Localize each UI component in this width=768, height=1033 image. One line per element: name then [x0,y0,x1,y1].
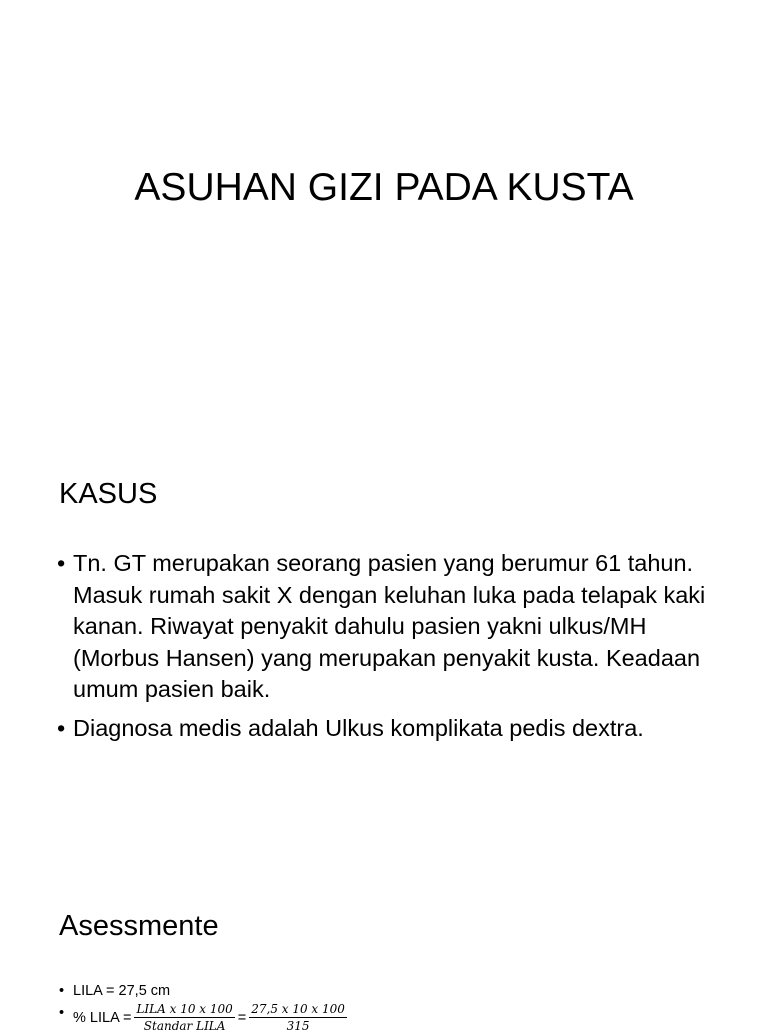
slide-heading-asessmente: Asessmente [59,910,219,942]
formula-fraction [249,1002,347,1033]
slide-title [0,0,768,432]
formula-numerator: LILA x 10 x 100 [136,1002,233,1016]
formula-equals: = [237,1009,247,1026]
list-item [59,980,719,1002]
slide-asessmente [0,864,768,1033]
bullet-list-kasus [57,548,737,751]
formula-label: % LILA = [73,1009,132,1026]
bullet-text: Tn. GT merupakan seorang pasien yang berumur 61 tahun. Masuk rumah sakit X dengan keluhan luka pada telapak kaki kanan. Riwayat penyakit dahulu pasien yakni ulkus/MH (Morbus Hansen) yang merupakan penyakit kusta. Keadaan umum pasien baik. [73,550,706,702]
slide-heading-kasus: KASUS [59,478,158,510]
bullet-text: LILA = 27,5 cm [73,983,171,999]
bullet-marker: • [57,550,66,576]
lila-formula [73,1002,350,1033]
formula-numerator: 27,5 x 10 x 100 [251,1002,345,1016]
formula-fraction [134,1002,234,1033]
formula-denominator: Standar LILA [143,1019,226,1033]
bullet-marker: • [57,714,66,741]
bullet-list-asessmente [59,980,719,1033]
list-item [57,548,737,706]
slide-kasus [0,432,768,864]
bullet-marker: • [59,1005,65,1021]
list-item [59,1002,719,1033]
page-title: ASUHAN GIZI PADA KUSTA [134,166,634,209]
bullet-text: Diagnosa medis adalah Ulkus komplikata pedis dextra. [73,714,644,741]
formula-denominator: 315 [286,1019,310,1033]
bullet-marker: • [59,983,65,999]
list-item [57,713,737,745]
